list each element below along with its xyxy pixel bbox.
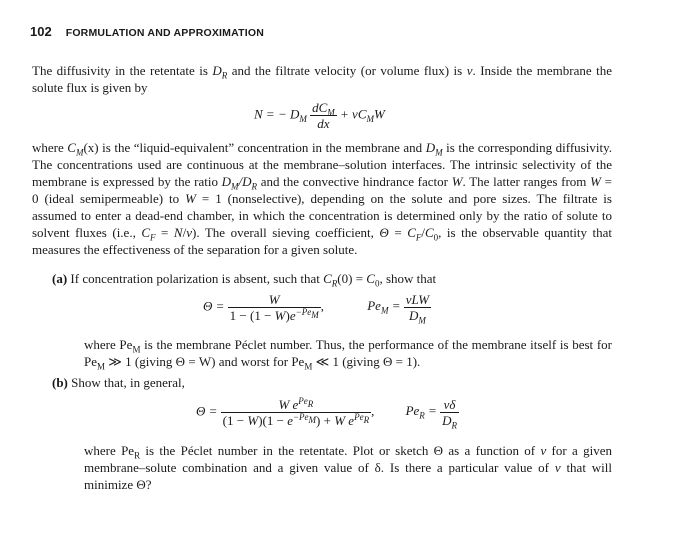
part-b-prompt: (b) Show that, in general, [52,375,185,390]
fraction-pe-m: $\frac{\text{vLW}}{D_M}$ [405,292,430,326]
fraction-theta-b: $\frac{W e^{Pe_R}}{(1 - W)(1 - e^{-Pe_M}) + W e^{Pe_R}}$ [222,395,370,428]
running-header [30,23,264,41]
equation-part-a: Θ = $\frac{W}{1 - (1 - W)e^{-Pe_M}}$ , $Pe_M$ = $\frac{\text{vLW}}{D_M}$ [203,292,430,326]
paragraph-definitions: where $C_M(x)$ is the “liquid-equivalent” concentration in the membrane and $D_M$ is the corresponding diffusivity. The concentrations used are continuous at the membrane–solution interfaces. The intrinsic selectivity of the membrane is expressed by the ratio $D_M/D_R$ and the convective hindrance factor W. The latter ranges from W = 0 (ideal semipermeable) to W = 1 (nonselective), depending on the solute and pore sizes. The filtrate is assumed to enter a dead-end chamber, in which the concentration is determined only by the ratio of solute to solvent fluxes (i.e., $C_F = N/v$). The overall sieving coefficient, $\Theta = C_F/C_0$, is the observable quantity that measures the effectiveness of the separation for a given solute. [32,140,612,257]
fraction-dcm-dx: $\frac{dC_M}{dx}$ [312,100,335,131]
fraction-theta-a: $\frac{W}{1 - (1 - W)e^{-Pe_M}}$ [229,292,319,323]
equation-solute-flux: N = − $D_M$ $\frac{dC_M}{dx}$ + $vC_MW$ [254,100,385,131]
paragraph-intro: The diffusivity in the retentate is $D_R$ and the filtrate velocity (or volume flux) is v. Inside the membrane the solute flux is given by [32,63,612,95]
part-a-prompt: (a) If concentration polarization is absent, such that $C_R(0) = C_0$, show that [52,271,437,289]
part-a-explanation: where $Pe_M$ is the membrane Péclet number. Thus, the performance of the membrane itself is best for $Pe_M$ ≫ 1 (giving Θ = W) and worst for $Pe_M$ ≪ 1 (giving Θ = 1). [84,337,612,372]
part-b-explanation: where $Pe_R$ is the Péclet number in the retentate. Plot or sketch Θ as a function of v for a given membrane–solute combination and a given value of δ. Is there a particular value of v that will minimize Θ? [84,443,613,492]
equation-part-b: Θ = $\frac{W e^{Pe_R}}{(1 - W)(1 - e^{-Pe_M}) + W e^{Pe_R}}$ , $Pe_R$ = $\frac{v\delta}{D_R}$ [196,395,457,431]
fraction-pe-r: $\frac{v\delta}{D_R}$ [442,397,457,431]
page-number: 102 [30,24,52,39]
running-title: FORMULATION AND APPROXIMATION [65,27,264,39]
